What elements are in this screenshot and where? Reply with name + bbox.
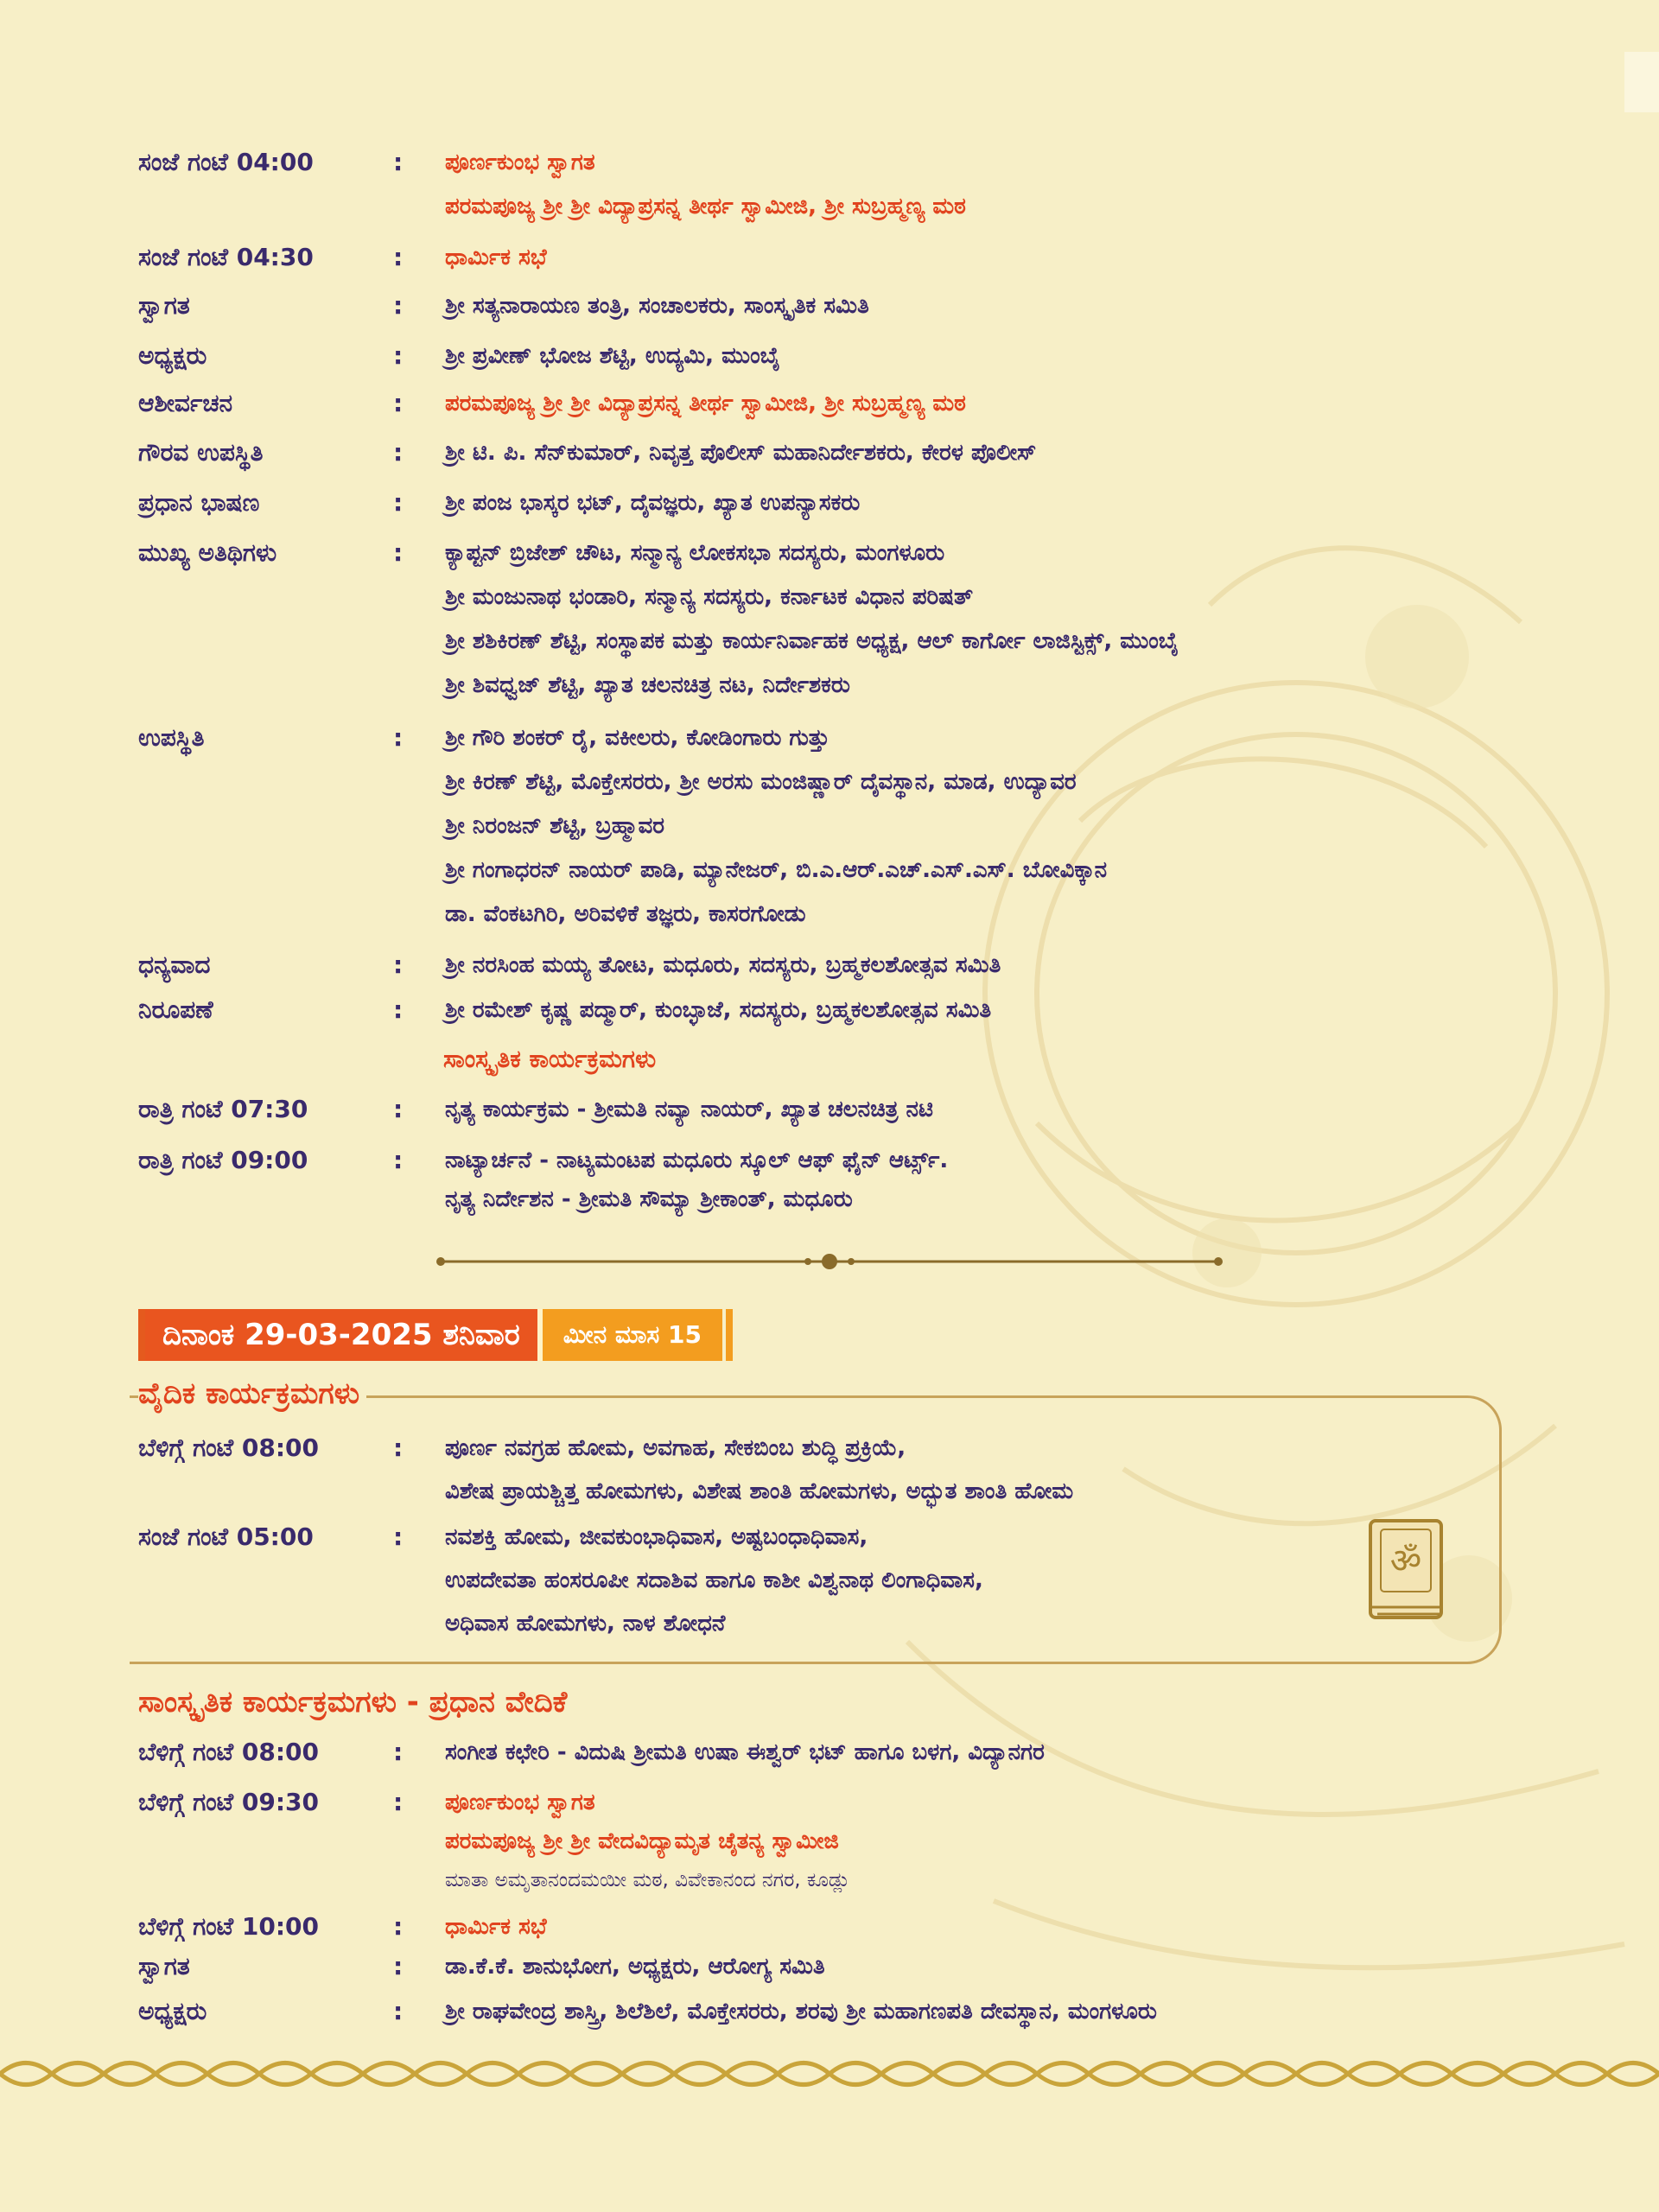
schedule-row — [138, 993, 1538, 1037]
date-banner — [138, 1309, 733, 1361]
row-value-line: ಶ್ರೀ ರಾಘವೇಂದ್ರ ಶಾಸ್ತ್ರಿ, ಶಿಲೆಶಿಲೆ, ಮೊಕ್ತೇಸರರು, ಶರವು ಶ್ರೀ ಮಹಾಗಣಪತಿ ದೇವಸ್ಥಾನ, ಮಂಗಳೂರು — [445, 1999, 1157, 2024]
row-value-line: ನವಶಕ್ತಿ ಹೋಮ, ಜೀವಕುಂಭಾಧಿವಾಸ, ಅಷ್ಟಬಂಧಾಧಿವಾಸ, — [445, 1524, 868, 1550]
row-value-line: ನಾಟ್ಯಾರ್ಚನೆ - ನಾಟ್ಯಮಂಟಪ ಮಧೂರು ಸ್ಕೂಲ್ ಆಫ್ ಫೈನ್ ಆರ್ಟ್ಸ್. — [445, 1147, 949, 1173]
row-label: ಸ್ವಾಗತ — [138, 291, 190, 320]
row-value — [445, 240, 1538, 284]
row-colon: : — [393, 538, 404, 567]
schedule-row — [138, 1431, 1538, 1517]
row-value-line: ಉಪದೇವತಾ ಹಂಸರೂಪೀ ಸದಾಶಿವ ಹಾಗೂ ಕಾಶೀ ವಿಶ್ವನಾಥ ಲಿಂಗಾಧಿವಾಸ, — [445, 1567, 983, 1593]
row-label: ಪ್ರಧಾನ ಭಾಷಣ — [138, 488, 260, 517]
row-value — [445, 1143, 1538, 1221]
schedule-row — [138, 240, 1538, 284]
row-value — [445, 948, 1538, 992]
row-label: ಉಪಸ್ಥಿತಿ — [138, 723, 205, 752]
cultural-main-stage-heading: ಸಾಂಸ್ಕೃತಿಕ ಕಾರ್ಯಕ್ರಮಗಳು - ಪ್ರಧಾನ ವೇದಿಕೆ — [138, 1685, 568, 1719]
row-value — [445, 339, 1538, 383]
row-value-line: ನೃತ್ಯ ನಿರ್ದೇಶನ - ಶ್ರೀಮತಿ ಸೌಮ್ಯಾ ಶ್ರೀಕಾಂತ್, ಮಧೂರು — [445, 1186, 853, 1212]
row-value-line: ಧಾರ್ಮಿಕ ಸಭೆ — [445, 245, 547, 270]
row-value-line: ಪೂರ್ಣಕುಂಭ ಸ್ವಾಗತ — [445, 1789, 595, 1815]
row-value — [445, 1785, 1538, 1902]
row-value-line: ನೃತ್ಯ ಕಾರ್ಯಕ್ರಮ - ಶ್ರೀಮತಿ ನವ್ಯಾ ನಾಯರ್, ಖ್ಯಾತ ಚಲನಚಿತ್ರ ನಟಿ — [445, 1096, 933, 1122]
row-label: ಬೆಳಿಗ್ಗೆ ಗಂಟೆ 09:30 — [138, 1788, 320, 1816]
cultural-programs-heading: ಸಾಂಸ್ಕೃತಿಕ ಕಾರ್ಯಕ್ರಮಗಳು — [443, 1045, 657, 1073]
row-value-line: ಶ್ರೀ ಗೌರಿ ಶಂಕರ್ ರೈ, ವಕೀಲರು, ಕೋಡಿಂಗಾರು ಗುತ್ತು — [445, 725, 830, 751]
row-value-line: ಸಂಗೀತ ಕಛೇರಿ - ವಿದುಷಿ ಶ್ರೀಮತಿ ಉಷಾ ಈಶ್ವರ್ ಭಟ್ ಹಾಗೂ ಬಳಗ, ವಿದ್ಯಾನಗರ — [445, 1739, 1045, 1765]
row-label: ಸ್ವಾಗತ — [138, 1952, 190, 1980]
row-value-line: ಡಾ.ಕೆ.ಕೆ. ಶಾನುಭೋಗ, ಅಧ್ಯಕ್ಷರು, ಆರೋಗ್ಯ ಸಮಿತಿ — [445, 1954, 825, 1980]
row-value-line: ಪರಮಪೂಜ್ಯ ಶ್ರೀ ಶ್ರೀ ವಿದ್ಯಾಪ್ರಸನ್ನ ತೀರ್ಥ ಸ್ವಾಮೀಜಿ, ಶ್ರೀ ಸುಬ್ರಹ್ಮಣ್ಯ ಮಠ — [445, 194, 966, 219]
row-label: ಸಂಜೆ ಗಂಟೆ 05:00 — [138, 1522, 314, 1551]
row-label: ಬೆಳಿಗ್ಗೆ ಗಂಟೆ 10:00 — [138, 1912, 320, 1941]
row-colon: : — [393, 1146, 404, 1174]
schedule-row — [138, 486, 1538, 530]
schedule-row — [138, 289, 1538, 333]
row-label: ಸಂಜೆ ಗಂಟೆ 04:30 — [138, 243, 314, 271]
row-label: ಬೆಳಿಗ್ಗೆ ಗಂಟೆ 08:00 — [138, 1433, 320, 1462]
row-value-line: ಪೂರ್ಣ ನವಗ್ರಹ ಹೋಮ, ಅವಗಾಹ, ಸೇಕಬಿಂಬ ಶುದ್ಧಿ ಪ್ರಕ್ರಿಯೆ, — [445, 1435, 906, 1461]
row-value — [445, 536, 1538, 712]
row-value-line: ಶ್ರೀ ಸತ್ಯನಾರಾಯಣ ತಂತ್ರಿ, ಸಂಚಾಲಕರು, ಸಾಂಸ್ಕೃತಿಕ ಸಮಿತಿ — [445, 293, 869, 319]
row-value-line: ಅಧಿವಾಸ ಹೋಮಗಳು, ನಾಳ ಶೋಧನೆ — [445, 1611, 726, 1637]
schedule-row — [138, 1520, 1538, 1649]
row-value-line: ಶ್ರೀ ಶಿವಧ್ವಜ್ ಶೆಟ್ಟಿ, ಖ್ಯಾತ ಚಲನಚಿತ್ರ ನಟ, ನಿರ್ದೇಶಕರು — [445, 672, 850, 698]
row-label: ಅಧ್ಯಕ್ಷರು — [138, 1997, 207, 2025]
row-value — [445, 1431, 1538, 1517]
schedule-row — [138, 1910, 1538, 1948]
row-label: ಗೌರವ ಉಪಸ್ಥಿತಿ — [138, 438, 264, 467]
row-colon: : — [393, 723, 404, 752]
row-value-line: ಪೂರ್ಣಕುಂಭ ಸ್ವಾಗತ — [445, 149, 595, 175]
row-colon: : — [393, 1522, 404, 1551]
row-value — [445, 289, 1538, 333]
schedule-row — [138, 1994, 1538, 2033]
row-label: ಅಧ್ಯಕ್ಷರು — [138, 341, 207, 370]
schedule-row — [138, 386, 1538, 430]
row-value — [445, 486, 1538, 530]
section-divider — [432, 1251, 1227, 1272]
row-value — [445, 1735, 1538, 1774]
row-colon: : — [393, 1788, 404, 1816]
schedule-row — [138, 435, 1538, 480]
row-label: ಧನ್ಯವಾದ — [138, 950, 211, 979]
row-colon: : — [393, 1433, 404, 1462]
row-label: ಸಂಜೆ ಗಂಟೆ 04:00 — [138, 148, 314, 176]
row-value — [445, 721, 1538, 941]
schedule-row — [138, 1949, 1538, 1988]
row-value-line: ಮಾತಾ ಅಮೃತಾನಂದಮಯೀ ಮಠ, ವಿವೇಕಾನಂದ ನಗರ, ಕೂಡ್ಲು — [445, 1869, 850, 1891]
row-value-line: ಶ್ರೀ ಟಿ. ಪಿ. ಸೆನ್‌ಕುಮಾರ್, ನಿವೃತ್ತ ಪೊಲೀಸ್ ಮಹಾನಿರ್ದೇಶಕರು, ಕೇರಳ ಪೊಲೀಸ್ — [445, 440, 1037, 466]
row-value-line: ಧಾರ್ಮಿಕ ಸಭೆ — [445, 1914, 547, 1940]
row-label: ಆಶೀರ್ವಚನ — [138, 389, 233, 417]
schedule-row — [138, 1735, 1538, 1774]
row-value — [445, 145, 1538, 233]
row-colon: : — [393, 1997, 404, 2025]
row-colon: : — [393, 488, 404, 517]
row-value-line: ಶ್ರೀ ಮಂಜುನಾಥ ಭಂಡಾರಿ, ಸನ್ಮಾನ್ಯ ಸದಸ್ಯರು, ಕರ್ನಾಟಕ ವಿಧಾನ ಪರಿಷತ್ — [445, 584, 974, 610]
row-value-line: ಶ್ರೀ ಶಶಿಕಿರಣ್ ಶೆಟ್ಟಿ, ಸಂಸ್ಥಾಪಕ ಮತ್ತು ಕಾರ್ಯನಿರ್ವಾಹಕ ಅಧ್ಯಕ್ಷ, ಆಲ್ ಕಾರ್ಗೋ ಲಾಜಿಸ್ಟಿಕ್ಸ್, ಮುಂಬೈ — [445, 628, 1179, 654]
row-colon: : — [393, 291, 404, 320]
row-value-line: ಪರಮಪೂಜ್ಯ ಶ್ರೀ ಶ್ರೀ ವೇದವಿದ್ಯಾಮೃತ ಚೈತನ್ಯ ಸ್ವಾಮೀಜಿ — [445, 1828, 839, 1854]
row-colon: : — [393, 1912, 404, 1941]
row-label: ರಾತ್ರಿ ಗಂಟೆ 07:30 — [138, 1095, 308, 1123]
row-value — [445, 1910, 1538, 1948]
row-colon: : — [393, 148, 404, 176]
row-value-line: ಕ್ಯಾಪ್ಟನ್ ಬ್ರಿಜೇಶ್ ಚೌಟ, ಸನ್ಮಾನ್ಯ ಲೋಕಸಭಾ ಸದಸ್ಯರು, ಮಂಗಳೂರು — [445, 540, 945, 566]
schedule-row — [138, 339, 1538, 383]
month-tag: ಮೀನ ಮಾಸ 15 — [537, 1309, 722, 1361]
row-colon: : — [393, 995, 404, 1024]
schedule-row — [138, 145, 1538, 233]
row-value — [445, 993, 1538, 1037]
scripture-book-icon — [1363, 1516, 1448, 1628]
row-colon: : — [393, 438, 404, 467]
row-value — [445, 386, 1538, 430]
row-label: ಮುಖ್ಯ ಅತಿಥಿಗಳು — [138, 538, 277, 567]
row-value — [445, 1092, 1538, 1131]
row-colon: : — [393, 243, 404, 271]
schedule-row — [138, 1143, 1538, 1221]
row-value-line: ಶ್ರೀ ಗಂಗಾಧರನ್ ನಾಯರ್ ಪಾಡಿ, ಮ್ಯಾನೇಜರ್, ಬಿ.ಎ.ಆರ್.ಎಚ್.ಎಸ್.ಎಸ್. ಬೋವಿಕ್ಕಾನ — [445, 857, 1108, 883]
row-value-line: ಶ್ರೀ ಕಿರಣ್ ಶೆಟ್ಟಿ, ಮೊಕ್ತೇಸರರು, ಶ್ರೀ ಅರಸು ಮಂಜಿಷ್ಣಾರ್ ದೈವಸ್ಥಾನ, ಮಾಡ, ಉದ್ಯಾವರ — [445, 769, 1077, 795]
schedule-row — [138, 948, 1538, 992]
row-value — [445, 1994, 1538, 2033]
date-label: ದಿನಾಂಕ 29-03-2025 ಶನಿವಾರ — [145, 1309, 537, 1361]
row-value-line: ಶ್ರೀ ನಿರಂಜನ್ ಶೆಟ್ಟಿ, ಬ್ರಹ್ಮಾವರ — [445, 813, 665, 839]
schedule-row — [138, 721, 1538, 941]
row-colon: : — [393, 341, 404, 370]
schedule-row — [138, 1092, 1538, 1131]
row-label: ರಾತ್ರಿ ಗಂಟೆ 09:00 — [138, 1146, 308, 1174]
schedule-row — [138, 1785, 1538, 1902]
row-colon: : — [393, 1952, 404, 1980]
row-label: ನಿರೂಪಣೆ — [138, 995, 213, 1024]
row-value — [445, 1949, 1538, 1988]
vedic-programs-heading: ವೈದಿಕ ಕಾರ್ಯಕ್ರಮಗಳು — [138, 1376, 366, 1411]
row-colon: : — [393, 389, 404, 417]
om-symbol: ॐ — [1389, 1541, 1422, 1581]
schedule-row — [138, 536, 1538, 712]
row-label: ಬೆಳಿಗ್ಗೆ ಗಂಟೆ 08:00 — [138, 1738, 320, 1766]
row-colon: : — [393, 950, 404, 979]
row-value-line: ಶ್ರೀ ಪ್ರವೀಣ್ ಭೋಜ ಶೆಟ್ಟಿ, ಉದ್ಯಮಿ, ಮುಂಬೈ — [445, 343, 780, 369]
row-value-line: ವಿಶೇಷ ಪ್ರಾಯಶ್ಚಿತ್ತ ಹೋಮಗಳು, ವಿಶೇಷ ಶಾಂತಿ ಹೋಮಗಳು, ಅದ್ಭುತ ಶಾಂತಿ ಹೋಮ — [445, 1478, 1074, 1504]
row-value-line: ಶ್ರೀ ರಮೇಶ್ ಕೃಷ್ಣ ಪದ್ಮಾರ್, ಕುಂಬ್ಳಾಜೆ, ಸದಸ್ಯರು, ಬ್ರಹ್ಮಕಲಶೋತ್ಸವ ಸಮಿತಿ — [445, 997, 992, 1023]
row-value-line: ಶ್ರೀ ನರಸಿಂಹ ಮಯ್ಯ ತೋಟ, ಮಧೂರು, ಸದಸ್ಯರು, ಬ್ರಹ್ಮಕಲಶೋತ್ಸವ ಸಮಿತಿ — [445, 952, 1001, 978]
row-colon: : — [393, 1738, 404, 1766]
row-value-line: ಡಾ. ವೆಂಕಟಗಿರಿ, ಅರಿವಳಿಕೆ ತಜ್ಞರು, ಕಾಸರಗೋಡು — [445, 901, 806, 927]
row-colon: : — [393, 1095, 404, 1123]
row-value — [445, 435, 1538, 480]
row-value-line: ಪರಮಪೂಜ್ಯ ಶ್ರೀ ಶ್ರೀ ವಿದ್ಯಾಪ್ರಸನ್ನ ತೀರ್ಥ ಸ್ವಾಮೀಜಿ, ಶ್ರೀ ಸುಬ್ರಹ್ಮಣ್ಯ ಮಠ — [445, 391, 966, 416]
row-value-line: ಶ್ರೀ ಪಂಜ ಭಾಸ್ಕರ ಭಟ್, ದೈವಜ್ಞರು, ಖ್ಯಾತ ಉಪನ್ಯಾಸಕರು — [445, 490, 861, 516]
